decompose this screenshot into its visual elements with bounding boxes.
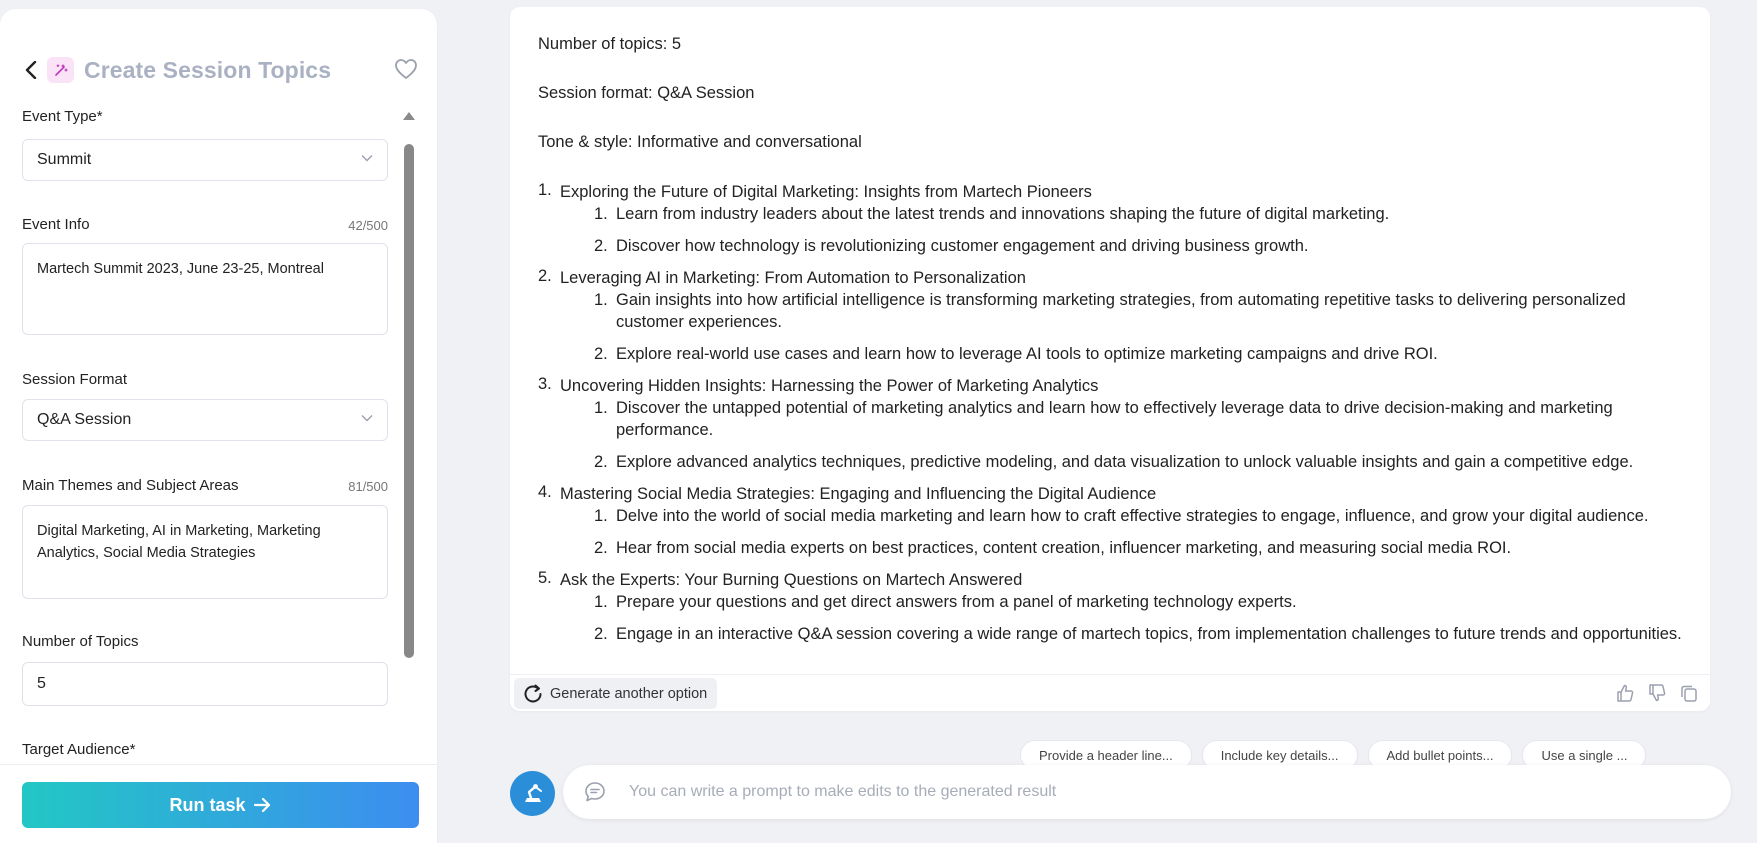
copy-button[interactable] (1678, 682, 1700, 704)
suggestion-chip[interactable]: Provide a header line... (1020, 740, 1192, 770)
result-card-footer (510, 674, 1710, 711)
topic-item (538, 267, 1698, 365)
main-themes-count: 81/500 (348, 479, 388, 494)
refresh-icon (522, 683, 544, 705)
chevron-left-icon (25, 61, 37, 79)
scroll-thumb[interactable] (404, 144, 414, 658)
event-info-label: Event Info (22, 216, 90, 233)
topic-number: 5. (538, 569, 552, 587)
topic-list (538, 181, 1698, 645)
run-task-label: Run task (169, 794, 246, 815)
form-fields (22, 105, 388, 769)
prompt-input[interactable] (629, 765, 1709, 819)
topic-points (560, 203, 1698, 257)
topic-point-number: 2. (594, 539, 608, 557)
result-session-format: Session format: Q&A Session (538, 84, 755, 102)
session-format-label: Session Format (22, 371, 128, 388)
thumbs-up-icon (1615, 683, 1635, 703)
topic-item (538, 375, 1698, 473)
task-form-panel (0, 9, 437, 843)
topic-point (594, 623, 1698, 645)
topic-point-text: Discover the untapped potential of marketing analytics and learn how to effectively leverage data to drive decision-making and marketing performance. (616, 399, 1613, 439)
topic-title: Leveraging AI in Marketing: From Automation to Personalization (560, 269, 1026, 287)
topic-point (594, 397, 1698, 441)
event-info-count: 42/500 (348, 218, 388, 233)
main-themes-label: Main Themes and Subject Areas (22, 477, 239, 494)
result-content (538, 34, 1698, 655)
result-number-of-topics: Number of topics: 5 (538, 35, 682, 53)
topic-point (594, 591, 1698, 613)
topic-item (538, 569, 1698, 645)
topic-point (594, 343, 1698, 365)
topic-point-number: 1. (594, 291, 608, 309)
topic-points (560, 591, 1698, 645)
generate-another-option-label: Generate another option (550, 685, 708, 702)
topic-point-number: 2. (594, 345, 608, 363)
topic-point-number: 1. (594, 205, 608, 223)
copy-icon (1679, 683, 1699, 703)
topic-point-number: 1. (594, 399, 608, 417)
assistant-avatar (510, 771, 555, 816)
heart-icon (394, 58, 418, 80)
topic-title: Exploring the Future of Digital Marketing: Insights from Martech Pioneers (560, 183, 1092, 201)
topic-item (538, 181, 1698, 257)
suggestion-chip[interactable]: Include key details... (1202, 740, 1358, 770)
topic-points (560, 505, 1698, 559)
topic-point-text: Explore advanced analytics techniques, predictive modeling, and data visualization to unlock valuable insights and gain a competitive edge. (616, 453, 1634, 471)
suggestion-chip[interactable]: Use a single ... (1522, 740, 1646, 770)
form-scrollbar[interactable] (403, 109, 415, 689)
topic-point (594, 451, 1698, 473)
panel-header (20, 53, 420, 87)
topic-points (560, 289, 1698, 365)
topic-point-text: Discover how technology is revolutionizing customer engagement and driving business growth. (616, 237, 1309, 255)
event-type-value: Summit (37, 151, 92, 168)
topic-point-text: Delve into the world of social media marketing and learn how to craft effective strategies to engage, influence, and grow your digital audience. (616, 507, 1649, 525)
topic-point (594, 505, 1698, 527)
robot-arm-icon (520, 781, 546, 807)
generate-another-option-button[interactable] (514, 678, 717, 709)
topic-point-text: Prepare your questions and get direct answers from a panel of marketing technology experts. (616, 593, 1297, 611)
topic-point-text: Learn from industry leaders about the latest trends and innovations shaping the future of digital marketing. (616, 205, 1390, 223)
favorite-button[interactable] (394, 58, 418, 82)
thumbs-up-button[interactable] (1614, 682, 1636, 704)
main-themes-textarea[interactable]: Digital Marketing, AI in Marketing, Marketing Analytics, Social Media Strategies (22, 505, 388, 599)
topic-number: 3. (538, 375, 552, 393)
topic-number: 4. (538, 483, 552, 501)
topic-point (594, 203, 1698, 225)
thumbs-down-icon (1647, 683, 1667, 703)
chevron-down-icon (361, 154, 373, 162)
target-audience-label: Target Audience* (22, 741, 136, 758)
topic-point-number: 1. (594, 593, 608, 611)
topic-point (594, 235, 1698, 257)
number-of-topics-label: Number of Topics (22, 633, 139, 650)
chevron-down-icon (361, 414, 373, 422)
panel-footer (0, 764, 437, 843)
suggestion-chip[interactable]: Add bullet points... (1368, 740, 1513, 770)
result-card (510, 7, 1710, 711)
topic-title: Ask the Experts: Your Burning Questions on Martech Answered (560, 571, 1023, 589)
topic-point (594, 289, 1698, 333)
prompt-bar (563, 765, 1731, 819)
topic-point-text: Explore real-world use cases and learn how to leverage AI tools to optimize marketing campaigns and drive ROI. (616, 345, 1438, 363)
run-task-button[interactable] (22, 782, 419, 828)
topic-number: 2. (538, 267, 552, 285)
topic-title: Uncovering Hidden Insights: Harnessing the Power of Marketing Analytics (560, 377, 1099, 395)
topic-point-number: 2. (594, 453, 608, 471)
chat-bubble-icon (583, 780, 607, 804)
arrow-right-icon (254, 797, 272, 813)
back-button[interactable] (22, 59, 40, 81)
topic-point-text: Gain insights into how artificial intelligence is transforming marketing strategies, from automating repetitive tasks to delivering personalized customer experiences. (616, 291, 1626, 331)
topic-points (560, 397, 1698, 473)
event-type-select[interactable] (22, 139, 388, 181)
session-format-value: Q&A Session (37, 411, 132, 428)
scroll-up-arrow-icon[interactable] (403, 112, 415, 120)
event-type-label: Event Type* (22, 108, 103, 125)
topic-point-text: Hear from social media experts on best practices, content creation, influencer marketing, and measuring social media ROI. (616, 539, 1512, 557)
topic-point-number: 2. (594, 625, 608, 643)
topic-point-number: 1. (594, 507, 608, 525)
thumbs-down-button[interactable] (1646, 682, 1668, 704)
number-of-topics-input[interactable]: 5 (22, 662, 388, 706)
topic-number: 1. (538, 181, 552, 199)
session-format-select[interactable] (22, 399, 388, 441)
page-title: Create Session Topics (84, 57, 332, 83)
result-tone-style: Tone & style: Informative and conversational (538, 133, 862, 151)
topic-point (594, 537, 1698, 559)
topic-item (538, 483, 1698, 559)
event-info-textarea[interactable]: Martech Summit 2023, June 23-25, Montreal (22, 243, 388, 335)
result-actions (1614, 682, 1700, 704)
topic-title: Mastering Social Media Strategies: Engaging and Influencing the Digital Audience (560, 485, 1157, 503)
topic-point-text: Engage in an interactive Q&A session covering a wide range of martech topics, from implementation challenges to future trends and opportunities. (616, 625, 1682, 643)
topic-point-number: 2. (594, 237, 608, 255)
magic-wand-icon (47, 57, 74, 83)
